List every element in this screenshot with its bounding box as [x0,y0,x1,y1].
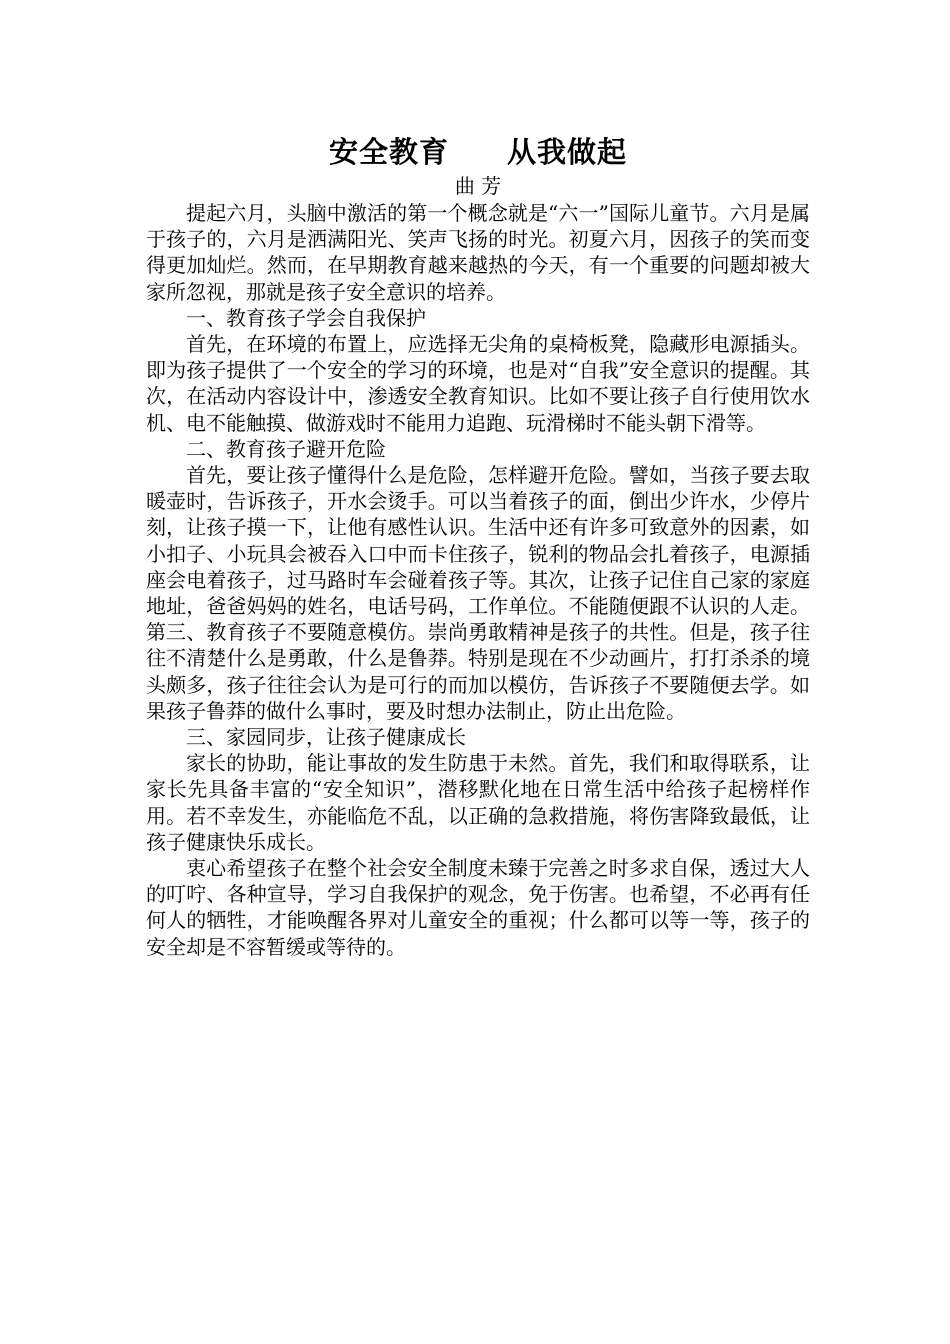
section-3-paragraph: 家长的协助，能让事故的发生防患于未然。首先，我们和取得联系，让家长先具备丰富的“安全知识”，潜移默化地在日常生活中给孩子起榜样作用。若不幸发生，亦能临危不乱，以正确的急救措施，将伤害降致最低，让孩子健康快乐成长。 [146,751,810,854]
title-part-1: 安全教育 [328,135,449,169]
section-1-heading: 一、教育孩子学会自我保护 [186,305,426,330]
title-part-2: 从我做起 [507,135,628,169]
document-body [146,132,810,960]
author-name: 曲 芳 [454,174,502,198]
section-1-paragraph: 首先，在环境的布置上，应选择无尖角的桌椅板凳，隐藏形电源插头。即为孩子提供了一个安全的学习的环境，也是对“自我”安全意识的提醒。其次，在活动内容设计中，渗透安全教育知识。比如不要让孩子自行使用饮水机、电不能触摸、做游戏时不能用力追跑、玩滑梯时不能头朝下滑等。 [146,332,810,435]
closing-paragraph: 衷心希望孩子在整个社会安全制度未臻于完善之时多求自保，透过大人的叮咛、各种宣导，学习自我保护的观念，免于伤害。也希望，不必再有任何人的牺牲，才能唤醒各界对儿童安全的重视；什么都可以等一等，孩子的安全却是不容暂缓或等待的。 [146,856,810,959]
intro-paragraph: 提起六月，头脑中激活的第一个概念就是“六一”国际儿童节。六月是属于孩子的，六月是洒满阳光、笑声飞扬的时光。初夏六月，因孩子的笑而变得更加灿烂。然而，在早期教育越来越热的今天，有一个重要的问题却被大家所忽视，那就是孩子安全意识的培养。 [146,201,810,304]
section-2-heading: 二、教育孩子避开危险 [186,436,386,461]
section-3-heading: 三、家园同步，让孩子健康成长 [186,725,466,750]
document-title [146,132,810,172]
section-2-paragraph: 首先，要让孩子懂得什么是危险，怎样避开危险。譬如，当孩子要去取暖壶时，告诉孩子，开水会烫手。可以当着孩子的面，倒出少许水，少停片刻，让孩子摸一下，让他有感性认识。生活中还有许多可致意外的因素，如小扣子、小玩具会被吞入口中而卡住孩子，锐利的物品会扎着孩子，电源插座会电着孩子，过马路时车会碰着孩子等。其次，让孩子记住自己家的家庭地址，爸爸妈妈的姓名，电话号码，工作单位。不能随便跟不认识的人走。第三、教育孩子不要随意模仿。崇尚勇敢精神是孩子的共性。但是，孩子往往不清楚什么是勇敢，什么是鲁莽。特别是现在不少动画片，打打杀杀的境头颇多，孩子往往会认为是可行的而加以模仿，告诉孩子不要随便去学。如果孩子鲁莽的做什么事时，要及时想办法制止，防止出危险。 [146,463,810,723]
